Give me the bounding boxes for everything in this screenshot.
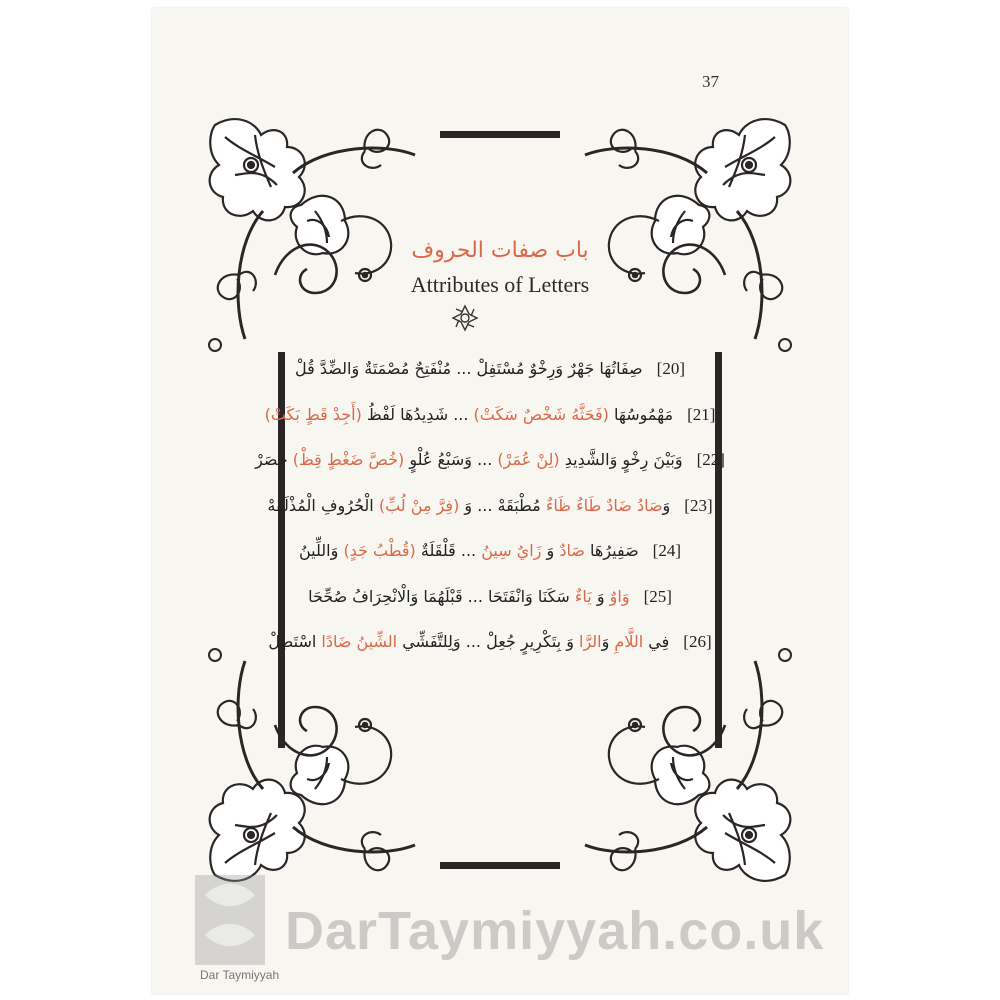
chapter-title-english: Attributes of Letters xyxy=(410,272,590,297)
highlighted-letters: صَادٌ xyxy=(559,541,585,560)
verse-text: اسْتَطِلْ xyxy=(268,632,322,651)
verse-number: [22] xyxy=(696,450,725,469)
verse-text: صَفِيرُهَا xyxy=(584,541,639,560)
verse-line xyxy=(240,574,740,620)
verse-number: [21] xyxy=(687,404,716,424)
highlighted-letters: الرَّا xyxy=(579,632,602,651)
highlighted-letters: (فِرَّ مِنْ لُبِّ) xyxy=(378,495,460,515)
verse-line xyxy=(240,483,740,529)
watermark-logo-icon xyxy=(195,875,265,969)
verse-list xyxy=(240,346,740,665)
highlighted-letters: (قُطْبُ جَدٍ) xyxy=(343,541,416,560)
verse-text: مُطْبَقَهْ ... وَ xyxy=(459,495,546,515)
verse-text: مَهْمُوسُهَا xyxy=(608,404,674,424)
verse-text: صِفَاتُهَا جَهْرٌ وَرِخْوٌ مُسْتَفِلْ ... مُنْفَتِحٌ مُصْمَتَةٌ وَالضِّدَّ قُلْ xyxy=(295,359,643,378)
verse-text: الْحُرُوفِ الْمُذْلَقَهْ xyxy=(267,495,379,515)
verse-text: وَبَيْنَ رِخْوٍ وَالشَّدِيدِ xyxy=(559,450,683,469)
verse-text: وَ xyxy=(591,586,610,606)
highlighted-letters: ضَادًا xyxy=(321,632,352,651)
verse-line xyxy=(240,437,740,483)
highlighted-letters: اللَّامِ xyxy=(614,632,644,651)
verse-text: فِي xyxy=(643,632,670,651)
verse-text: وَ xyxy=(601,632,615,651)
page-number: 37 xyxy=(702,72,719,91)
verse-line xyxy=(240,528,740,574)
verse-text: حَصَرْ xyxy=(255,450,293,469)
highlighted-letters: (لِنْ عُمَرْ) xyxy=(497,450,560,469)
verse-line xyxy=(240,619,740,665)
verse-number: [23] xyxy=(684,495,713,515)
verse-text: ... قَلْقَلَةٌ xyxy=(415,541,482,560)
highlighted-letters: صَادُ ضَادٌ طَاءُ ظَاءٌ xyxy=(545,495,663,515)
verse-number: [25] xyxy=(643,586,672,606)
verse-text: وَ بِتَكْرِيرٍ جُعِلْ ... وَلِلتَّفَشِّي xyxy=(397,632,580,651)
verse-text: وَ xyxy=(662,495,671,515)
verse-text: سَكَنَا وَانْفَتَحَا ... قَبْلَهُمَا وَالْانْحِرَافُ صُحِّحَا xyxy=(308,586,575,606)
verse-text: ... وَسَبْعُ عُلْوٍ xyxy=(404,450,498,469)
watermark-label: Dar Taymiyyah xyxy=(200,968,280,982)
highlighted-letters: (أَجِدْ قَطٍ بَكَتْ) xyxy=(264,404,362,424)
highlighted-letters: زَايٌ سِينُ xyxy=(481,541,542,560)
highlighted-letters: يَاءٌ xyxy=(574,586,592,606)
watermark-text: DarTaymiyyah.co.uk xyxy=(285,901,825,961)
highlighted-letters: الشِّينُ xyxy=(356,632,398,651)
verse-text: وَاللِّينُ xyxy=(299,541,344,560)
verse-text: وَ xyxy=(541,541,560,560)
highlighted-letters: وَاوٌ xyxy=(609,586,630,606)
rosette-ornament-icon xyxy=(453,306,477,330)
verse-number: [24] xyxy=(652,541,681,560)
verse-line xyxy=(240,392,740,438)
highlighted-letters: (خُصَّ ضَغْطٍ قِظْ) xyxy=(292,450,405,469)
highlighted-letters: (فَحَثَّهُ شَخْصٌ سَكَتْ) xyxy=(473,404,609,424)
chapter-title-arabic: باب صفات الحروف xyxy=(411,238,589,263)
verse-number: [26] xyxy=(683,632,712,651)
verse-text: ... شَدِيدُهَا لَفْظُ xyxy=(361,404,474,424)
verse-line xyxy=(240,346,740,392)
verse-number: [20] xyxy=(656,359,685,378)
